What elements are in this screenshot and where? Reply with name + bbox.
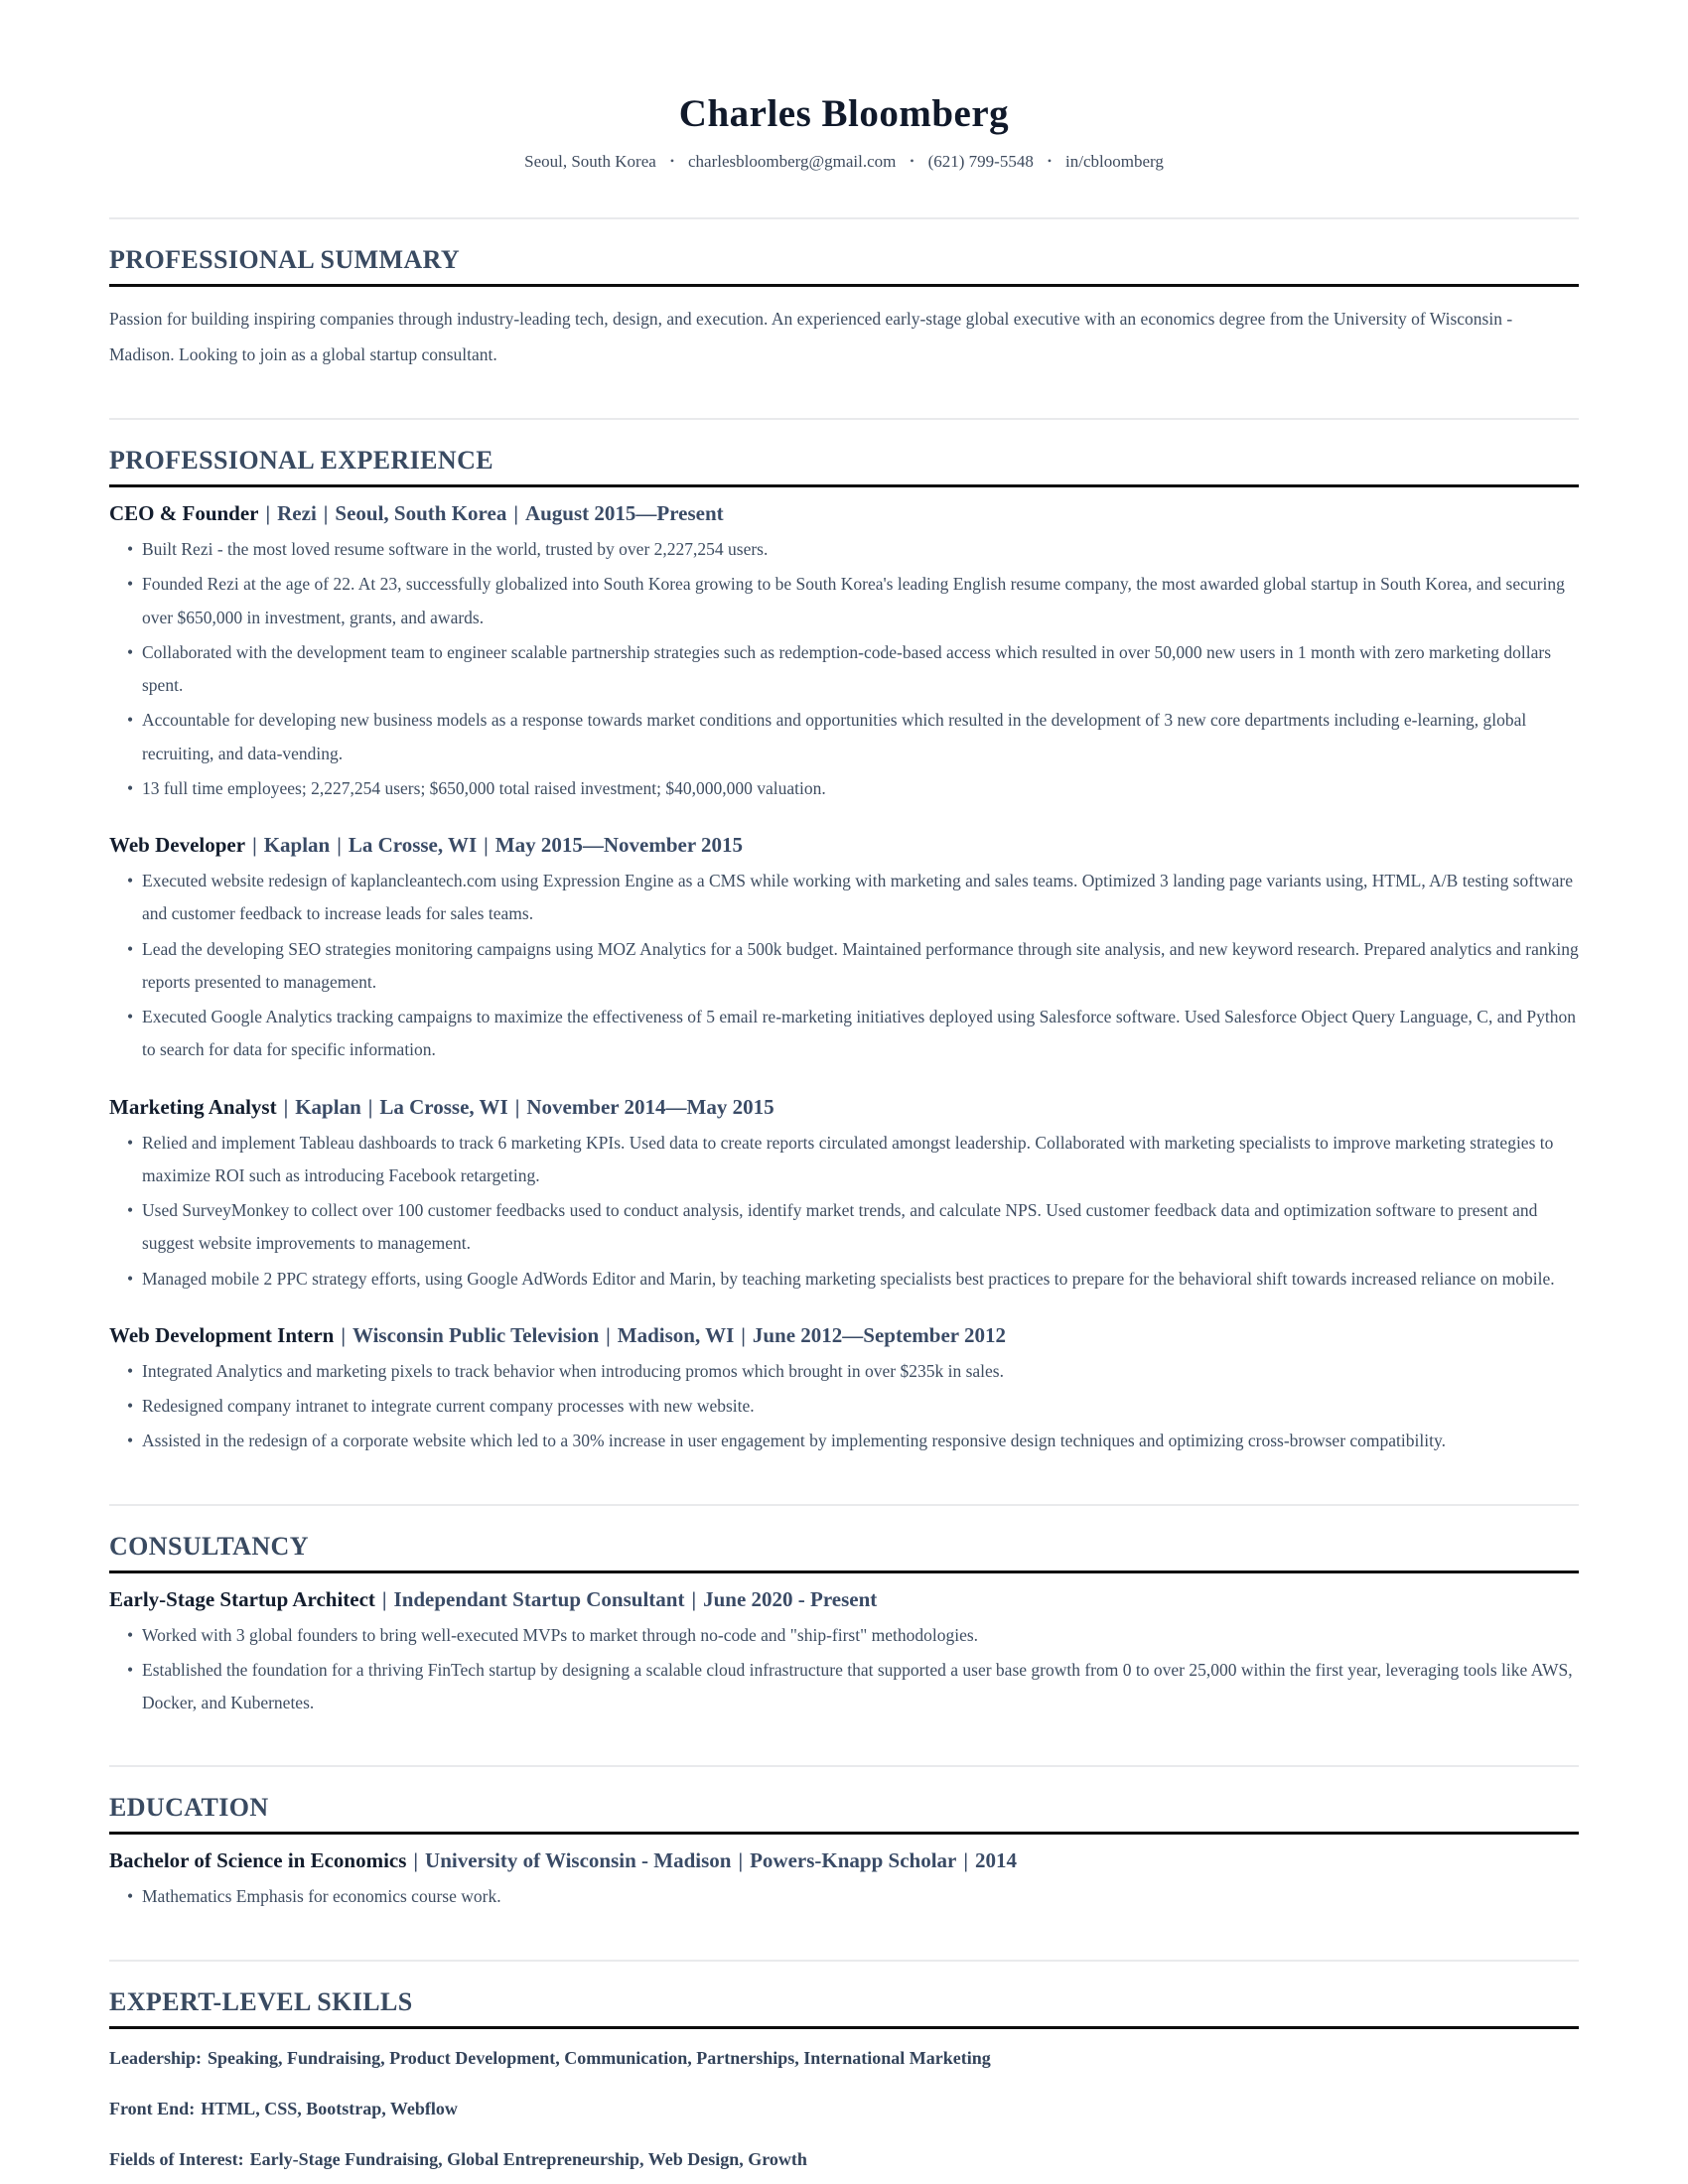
- skill-items: Early-Stage Fundraising, Global Entrepreneurship, Web Design, Growth: [249, 2148, 807, 2169]
- job-bullets: [109, 865, 1579, 1067]
- job-location: Seoul, South Korea: [335, 501, 507, 526]
- section-divider: [109, 1765, 1579, 1767]
- pipe-separator: |: [513, 501, 518, 526]
- skill-label: Leadership:: [109, 2047, 203, 2068]
- pipe-separator: |: [738, 1848, 744, 1873]
- job-bullets: [109, 1355, 1579, 1458]
- consultancy-heading: CONSULTANCY: [109, 1532, 1579, 1573]
- bullet-item: • Assisted in the redesign of a corporate website which led to a 30% increase in user engagement by implementing responsive design techniques and optimizing cross-browser compatibility.: [109, 1425, 1579, 1457]
- bullet-item: • Established the foundation for a thriving FinTech startup by designing a scalable cloud infrastructure that supported a user base growth from 0 to over 25,000 within the first year, leveraging tools like AWS, Docker, and Kubernetes.: [109, 1654, 1579, 1720]
- job-title-line: [109, 501, 1579, 526]
- section-expert-level-skills: [109, 1987, 1579, 2173]
- job-web-developer: [109, 833, 1579, 1067]
- job-dates: May 2015—November 2015: [494, 833, 744, 858]
- job-location: La Crosse, WI: [379, 1094, 508, 1119]
- education-degree: Bachelor of Science in Economics: [109, 1848, 407, 1873]
- section-divider: [109, 1960, 1579, 1962]
- job-title-line: [109, 1587, 1579, 1612]
- dot-separator: •: [910, 154, 914, 168]
- pipe-separator: |: [413, 1848, 419, 1873]
- experience-jobs: [109, 501, 1579, 1458]
- job-company: Rezi: [277, 501, 317, 526]
- dot-separator: •: [1047, 154, 1053, 168]
- bullet-item: • Integrated Analytics and marketing pixels to track behavior when introducing promos which brought in over $235k in sales.: [109, 1355, 1579, 1388]
- education-bullets: [109, 1880, 1579, 1913]
- bullet-item: • Built Rezi - the most loved resume software in the world, trusted by over 2,227,254 users.: [109, 533, 1579, 566]
- contact-linkedin: in/cbloomberg: [1065, 152, 1164, 171]
- section-consultancy: [109, 1532, 1579, 1720]
- pipe-separator: |: [741, 1322, 746, 1347]
- job-bullets: [109, 1619, 1579, 1720]
- bullet-item: • Accountable for developing new business models as a response towards market conditions and opportunities which resulted in the development of 3 new core departments including e-learning, global recruiting, and data-vending.: [109, 704, 1579, 770]
- section-professional-experience: [109, 446, 1579, 1458]
- job-role: Early-Stage Startup Architect: [109, 1586, 375, 1611]
- pipe-separator: |: [691, 1586, 697, 1611]
- skill-line-leadership: [109, 2045, 1579, 2072]
- job-title-line: [109, 833, 1579, 858]
- bullet-item: • Executed Google Analytics tracking campaigns to maximize the effectiveness of 5 email re-marketing initiatives deployed using Salesforce software. Used Salesforce Object Query Language, C, and Python to search for data for specific information.: [109, 1001, 1579, 1067]
- education-entries: [109, 1848, 1579, 1913]
- consultancy-jobs: [109, 1587, 1579, 1720]
- education-honor: Powers-Knapp Scholar: [750, 1848, 957, 1873]
- skill-label: Fields of Interest:: [109, 2148, 244, 2169]
- education-school: University of Wisconsin - Madison: [425, 1848, 732, 1873]
- bullet-item: • Redesigned company intranet to integrate current company processes with new website.: [109, 1390, 1579, 1423]
- pipe-separator: |: [283, 1094, 289, 1119]
- pipe-separator: |: [514, 1094, 520, 1119]
- education-year: 2014: [975, 1848, 1017, 1873]
- experience-heading: PROFESSIONAL EXPERIENCE: [109, 446, 1579, 487]
- pipe-separator: |: [252, 833, 257, 858]
- bullet-item: • Relied and implement Tableau dashboards to track 6 marketing KPIs. Used data to create reports circulated amongst leadership. Collaborated with marketing specialists to improve marketing strategies to maximize ROI such as introducing Facebook retargeting.: [109, 1127, 1579, 1193]
- job-role: Marketing Analyst: [109, 1094, 277, 1119]
- job-dates: June 2020 - Present: [703, 1586, 878, 1611]
- summary-text: Passion for building inspiring companies through industry-leading tech, design, and execution. An experienced early-stage global executive with an economics degree from the University of Wisconsin - Madison. Looking to join as a global startup consultant.: [109, 309, 1513, 365]
- skill-line-front-end: [109, 2096, 1579, 2122]
- section-professional-summary: [109, 245, 1579, 372]
- contact-phone: (621) 799-5548: [927, 152, 1034, 171]
- section-divider: [109, 418, 1579, 420]
- job-dates: November 2014—May 2015: [526, 1094, 774, 1119]
- bullet-item: • 13 full time employees; 2,227,254 users; $650,000 total raised investment; $40,000,000 valuation.: [109, 772, 1579, 805]
- job-company: Kaplan: [263, 833, 331, 858]
- pipe-separator: |: [265, 501, 271, 526]
- pipe-separator: |: [341, 1322, 346, 1347]
- education-title-line: [109, 1848, 1579, 1873]
- skills-heading: EXPERT-LEVEL SKILLS: [109, 1987, 1579, 2029]
- contact-line: [109, 152, 1579, 172]
- pipe-separator: |: [484, 833, 489, 858]
- bullet-item: • Collaborated with the development team to engineer scalable partnership strategies such as redemption-code-based access which resulted in over 50,000 new users in 1 month with zero marketing dollars spent.: [109, 636, 1579, 703]
- job-role: Web Developer: [109, 833, 246, 858]
- contact-email: charlesbloomberg@gmail.com: [688, 152, 897, 171]
- bullet-item: • Managed mobile 2 PPC strategy efforts, using Google AdWords Editor and Marin, by teaching marketing specialists best practices to prepare for the behavioral shift towards increased reliance on mobile.: [109, 1263, 1579, 1296]
- pipe-separator: |: [323, 501, 329, 526]
- education-heading: EDUCATION: [109, 1793, 1579, 1835]
- job-title-line: [109, 1095, 1579, 1120]
- job-ceo-founder: [109, 501, 1579, 805]
- pipe-separator: |: [963, 1848, 968, 1873]
- job-location: La Crosse, WI: [348, 833, 478, 858]
- bullet-item: • Worked with 3 global founders to bring well-executed MVPs to market through no-code and "ship-first" methodologies.: [109, 1619, 1579, 1652]
- job-dates: August 2015—Present: [524, 501, 724, 526]
- job-role: Web Development Intern: [109, 1322, 335, 1347]
- job-company: Wisconsin Public Television: [352, 1322, 600, 1347]
- skill-items: Speaking, Fundraising, Product Development, Communication, Partnerships, International Marketing: [208, 2047, 991, 2068]
- skill-label: Front End:: [109, 2098, 196, 2118]
- job-title-line: [109, 1323, 1579, 1348]
- skills-list: [109, 2045, 1579, 2173]
- dot-separator: •: [669, 154, 675, 168]
- bullet-item: • Used SurveyMonkey to collect over 100 customer feedbacks used to conduct analysis, identify market trends, and calculate NPS. Used customer feedback data and optimization software to present and suggest website improvements to management.: [109, 1194, 1579, 1261]
- bullet-item: • Founded Rezi at the age of 22. At 23, successfully globalized into South Korea growing to be South Korea's leading English resume company, the most awarded global startup in South Korea, and securing over $650,000 in investment, grants, and awards.: [109, 568, 1579, 634]
- pipe-separator: |: [381, 1586, 387, 1611]
- job-bullets: [109, 1127, 1579, 1296]
- candidate-name: Charles Bloomberg: [678, 92, 1010, 135]
- job-bullets: [109, 533, 1579, 805]
- bullet-item: • Mathematics Emphasis for economics course work.: [109, 1880, 1579, 1913]
- bullet-item: • Executed website redesign of kaplancleantech.com using Expression Engine as a CMS while working with marketing and sales teams. Optimized 3 landing page variants using, HTML, A/B testing software and customer feedback to increase leads for sales teams.: [109, 865, 1579, 931]
- job-web-development-intern: [109, 1323, 1579, 1458]
- bullet-item: • Lead the developing SEO strategies monitoring campaigns using MOZ Analytics for a 500k budget. Maintained performance through site analysis, and new keyword research. Prepared analytics and ranking reports presented to management.: [109, 933, 1579, 1000]
- pipe-separator: |: [606, 1322, 611, 1347]
- section-divider: [109, 1504, 1579, 1506]
- section-education: [109, 1793, 1579, 1913]
- contact-location: Seoul, South Korea: [524, 152, 656, 171]
- job-dates: June 2012—September 2012: [752, 1322, 1006, 1347]
- pipe-separator: |: [337, 833, 342, 858]
- pipe-separator: |: [367, 1094, 373, 1119]
- skill-line-fields-of-interest: [109, 2146, 1579, 2173]
- section-divider: [109, 217, 1579, 219]
- job-location: Madison, WI: [617, 1322, 735, 1347]
- skill-items: HTML, CSS, Bootstrap, Webflow: [201, 2098, 458, 2118]
- job-startup-architect: [109, 1587, 1579, 1720]
- summary-heading: PROFESSIONAL SUMMARY: [109, 245, 1579, 287]
- job-company: Kaplan: [295, 1094, 361, 1119]
- job-role: CEO & Founder: [109, 501, 259, 526]
- job-marketing-analyst: [109, 1095, 1579, 1296]
- job-company: Independant Startup Consultant: [393, 1586, 685, 1611]
- education-entry: [109, 1848, 1579, 1913]
